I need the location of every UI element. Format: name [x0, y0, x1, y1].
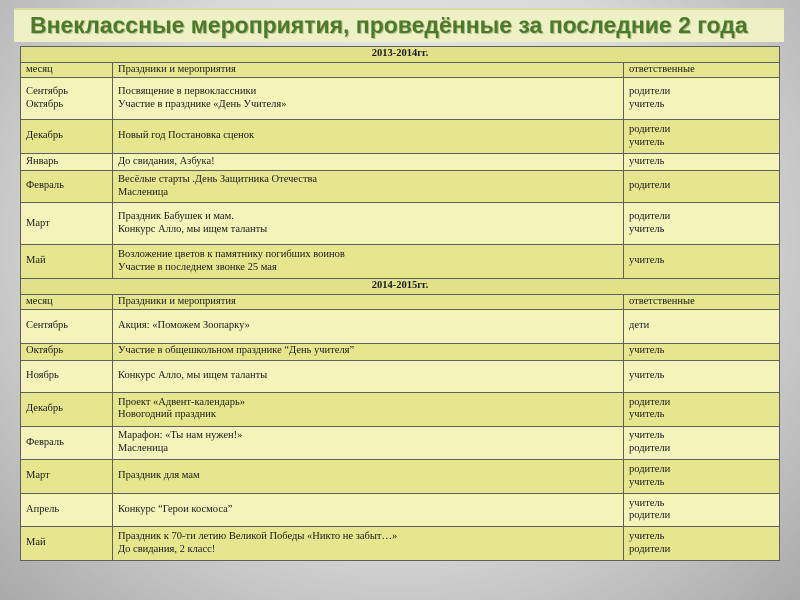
responsible-cell-line: учитель: [629, 409, 665, 421]
responsible-cell: [624, 170, 780, 203]
events-cell-line: Акция: «Поможем Зоопарку»: [118, 320, 250, 332]
month-cell: [21, 203, 113, 245]
month-cell-line: Март: [26, 470, 50, 482]
table-row: [21, 360, 780, 393]
header-events-line: Праздники и мероприятия: [118, 63, 236, 75]
events-cell-line: Конкурс “Герои космоса”: [118, 503, 233, 515]
month-cell-line: Сентябрь: [26, 86, 69, 98]
events-cell-line: Участие в празднике «День Учителя»: [118, 98, 287, 110]
month-cell-line: Май: [26, 255, 46, 267]
events-cell: [113, 426, 624, 460]
month-cell: [21, 310, 113, 344]
table-row: [21, 170, 780, 203]
events-cell-line: Конкурс Алло, мы ищем таланты: [118, 223, 268, 235]
header-events: [113, 62, 624, 78]
responsible-cell-line: учитель: [629, 476, 665, 488]
month-cell: [21, 120, 113, 154]
table-row: [21, 460, 780, 494]
table-row: [21, 120, 780, 154]
responsible-cell: [624, 360, 780, 393]
responsible-cell-line: родители: [629, 211, 671, 223]
responsible-cell-line: родители: [629, 124, 671, 136]
responsible-cell: [624, 393, 780, 427]
month-cell-line: Апрель: [26, 503, 60, 515]
events-table-container: [20, 46, 779, 561]
month-cell-line: Октябрь: [26, 345, 64, 357]
month-cell-line: Ноябрь: [26, 370, 59, 382]
events-cell-line: Возложение цветов к памятнику погибших воинов: [118, 249, 345, 261]
events-cell-line: Масленица: [118, 186, 169, 198]
responsible-cell-line: родители: [629, 396, 671, 408]
responsible-cell-line: учитель: [629, 370, 665, 382]
responsible-cell-line: учитель: [629, 155, 665, 167]
year-label: 2014-2015гг.: [21, 278, 780, 294]
events-cell-line: Весёлые старты .День Защитника Отечества: [118, 174, 318, 186]
column-header-row: [21, 62, 780, 78]
events-cell: [113, 527, 624, 561]
header-responsible: [624, 62, 780, 78]
responsible-cell: [624, 153, 780, 170]
table-row: [21, 393, 780, 427]
responsible-cell-line: родители: [629, 442, 671, 454]
month-cell: [21, 393, 113, 427]
month-cell: [21, 343, 113, 360]
month-cell: [21, 360, 113, 393]
responsible-cell: [624, 426, 780, 460]
events-cell-line: Проект «Адвент-календарь»: [118, 396, 245, 408]
responsible-cell: [624, 310, 780, 344]
responsible-cell-line: учитель: [629, 531, 665, 543]
events-cell-line: Конкурс Алло, мы ищем таланты: [118, 370, 268, 382]
month-cell: [21, 170, 113, 203]
events-cell: [113, 153, 624, 170]
table-row: [21, 203, 780, 245]
table-row: [21, 310, 780, 344]
events-cell: [113, 78, 624, 120]
responsible-cell-line: родители: [629, 86, 671, 98]
events-cell-line: Праздник к 70-ти летию Великой Победы «Никто не забыт…»: [118, 531, 398, 543]
events-cell-line: Марафон: «Ты нам нужен!»: [118, 430, 243, 442]
month-cell: [21, 527, 113, 561]
header-responsible: [624, 294, 780, 310]
header-month: [21, 294, 113, 310]
responsible-cell-line: учитель: [629, 136, 665, 148]
events-cell: [113, 120, 624, 154]
responsible-cell-line: учитель: [629, 497, 665, 509]
events-cell: [113, 203, 624, 245]
responsible-cell-line: учитель: [629, 255, 665, 267]
header-month: [21, 62, 113, 78]
column-header-row: [21, 294, 780, 310]
responsible-cell: [624, 203, 780, 245]
month-cell: [21, 245, 113, 279]
events-cell: [113, 343, 624, 360]
events-cell: [113, 493, 624, 527]
responsible-cell-line: родители: [629, 464, 671, 476]
month-cell: [21, 153, 113, 170]
responsible-cell: [624, 78, 780, 120]
responsible-cell-line: учитель: [629, 98, 665, 110]
events-table-body: [21, 47, 780, 561]
header-responsible-line: ответственные: [629, 63, 695, 75]
events-cell-line: Праздник Бабушек и мам.: [118, 211, 234, 223]
header-month-line: месяц: [26, 295, 53, 307]
table-row: [21, 493, 780, 527]
month-cell-line: Декабрь: [26, 403, 63, 415]
month-cell: [21, 78, 113, 120]
responsible-cell-line: родители: [629, 543, 671, 555]
responsible-cell: [624, 460, 780, 494]
responsible-cell: [624, 120, 780, 154]
month-cell-line: Январь: [26, 155, 59, 167]
responsible-cell: [624, 527, 780, 561]
month-cell-line: Декабрь: [26, 130, 63, 142]
month-cell-line: Февраль: [26, 436, 64, 448]
events-cell: [113, 245, 624, 279]
events-cell: [113, 360, 624, 393]
responsible-cell-line: учитель: [629, 430, 665, 442]
month-cell-line: Март: [26, 217, 50, 229]
year-label: 2013-2014гг.: [21, 47, 780, 63]
month-cell-line: Февраль: [26, 180, 64, 192]
header-events-line: Праздники и мероприятия: [118, 295, 236, 307]
responsible-cell-line: учитель: [629, 345, 665, 357]
table-row: [21, 343, 780, 360]
header-responsible-line: ответственные: [629, 295, 695, 307]
events-cell-line: До свидания, 2 класс!: [118, 543, 216, 555]
events-cell-line: Новогодний праздник: [118, 409, 216, 421]
responsible-cell: [624, 493, 780, 527]
table-row: [21, 245, 780, 279]
month-cell: [21, 493, 113, 527]
responsible-cell-line: родители: [629, 510, 671, 522]
table-row: [21, 527, 780, 561]
events-cell-line: Участие в общешкольном празднике “День учителя”: [118, 345, 355, 357]
header-events: [113, 294, 624, 310]
responsible-cell-line: дети: [629, 320, 650, 332]
responsible-cell: [624, 245, 780, 279]
month-cell-line: Май: [26, 537, 46, 549]
month-cell: [21, 460, 113, 494]
table-row: [21, 426, 780, 460]
events-cell: [113, 393, 624, 427]
events-cell: [113, 170, 624, 203]
responsible-cell: [624, 343, 780, 360]
table-row: [21, 78, 780, 120]
events-cell-line: Праздник для мам: [118, 470, 200, 482]
table-row: [21, 153, 780, 170]
month-cell-line: Сентябрь: [26, 320, 69, 332]
events-cell-line: Участие в последнем звонке 25 мая: [118, 261, 277, 273]
year-row: [21, 47, 780, 63]
responsible-cell-line: родители: [629, 180, 671, 192]
responsible-cell-line: учитель: [629, 223, 665, 235]
events-table: [20, 46, 780, 561]
events-cell-line: Посвящение в первоклассники: [118, 86, 257, 98]
events-cell: [113, 460, 624, 494]
events-cell-line: До свидания, Азбука!: [118, 155, 215, 167]
year-row: [21, 278, 780, 294]
header-month-line: месяц: [26, 63, 53, 75]
events-cell: [113, 310, 624, 344]
events-cell-line: Масленица: [118, 442, 169, 454]
events-cell-line: Новый год Постановка сценок: [118, 130, 255, 142]
month-cell: [21, 426, 113, 460]
month-cell-line: Октябрь: [26, 98, 64, 110]
slide-title: Внеклассные мероприятия, проведённые за последние 2 года: [14, 8, 784, 42]
